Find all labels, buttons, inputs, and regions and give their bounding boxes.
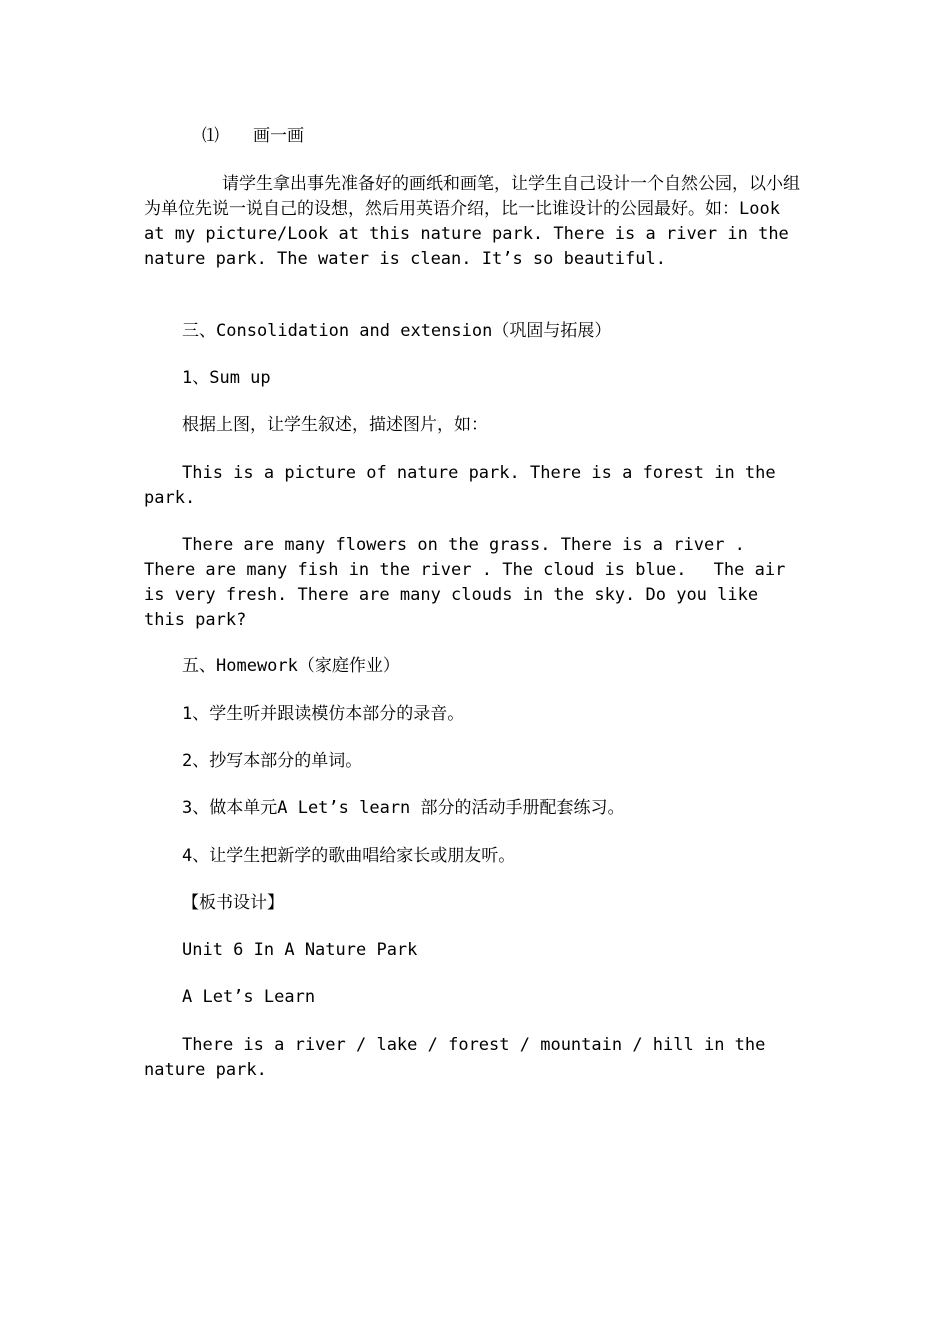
section-consolidation-heading: 三、Consolidation and extension（巩固与拓展） — [182, 321, 612, 341]
sum-up-heading: 1、Sum up — [182, 368, 271, 388]
describe-instruction: 根据上图，让学生叙述，描述图片，如： — [182, 415, 488, 435]
homework-item-3: 3、做本单元A Let’s learn 部分的活动手册配套练习。 — [182, 798, 625, 818]
board-unit-title: Unit 6 In A Nature Park — [182, 940, 418, 960]
example-sentence-1: This is a picture of nature park. There is a forest in the park. — [144, 463, 786, 508]
draw-instructions: 请学生拿出事先准备好的画纸和画笔，让学生自己设计一个自然公园，以小组为单位先说一说自己的设想，然后用英语介绍，比一比谁设计的公园最好。如：Look at my picture/Look at this nature park. There is a river in the nature park. The water is clean. It’s so beautiful. — [144, 174, 800, 269]
homework-item-2: 2、抄写本部分的单词。 — [182, 751, 363, 771]
board-design-title: 【板书设计】 — [182, 893, 284, 913]
board-part-title: A Let’s Learn — [182, 987, 316, 1007]
board-sentence: There is a river / lake / forest / mountain / hill in the nature park. — [144, 1035, 776, 1080]
homework-item-4: 4、让学生把新学的歌曲唱给家长或朋友听。 — [182, 846, 516, 866]
draw-heading: ⑴ 画一画 — [202, 126, 304, 146]
homework-item-1: 1、学生听并跟读模仿本部分的录音。 — [182, 704, 465, 724]
section-homework-heading: 五、Homework（家庭作业） — [182, 656, 400, 676]
example-sentence-2: There are many flowers on the grass. There is a river . There are many fish in the river . The cloud is blue. The air is very fresh. There are many clouds in the sky. Do you like this park? — [144, 535, 796, 630]
